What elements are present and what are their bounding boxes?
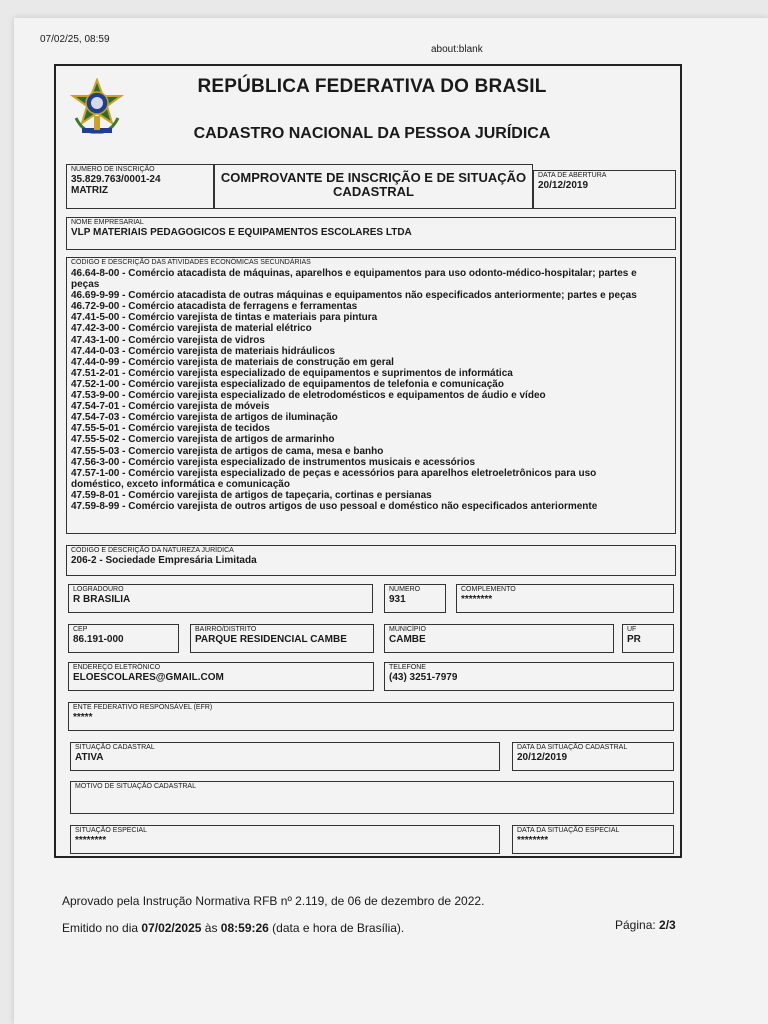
situacao-especial-label: SITUAÇÃO ESPECIAL [75,827,147,834]
uf-label: UF [627,626,637,633]
numero-label: NÚMERO [389,586,421,593]
inscricao-box [66,164,214,209]
atividade-item: doméstico, exceto informática e comunicação [71,478,290,490]
atividade-item: 47.54-7-01 - Comércio varejista de móveis [71,401,270,413]
atividade-item: 47.44-0-03 - Comércio varejista de materiais hidráulicos [71,345,336,357]
abertura-box [533,170,676,209]
bairro-box [190,624,374,653]
atividade-item: 47.44-0-99 - Comércio varejista de materiais de construção em geral [71,356,394,368]
atividade-item: 47.59-8-01 - Comércio varejista de artigos de tapeçaria, cortinas e persianas [71,489,432,501]
logradouro-value: R BRASILIA [73,594,131,605]
complemento-value: ******** [461,594,493,605]
complemento-label: COMPLEMENTO [461,586,516,593]
atividade-item: 47.52-1-00 - Comércio varejista especializado de equipamentos de telefonia e comunicação [71,378,504,390]
atividade-item: 47.59-8-99 - Comércio varejista de outros artigos de uso pessoal e doméstico não especificados anteriormente [71,500,598,512]
efr-label: ENTE FEDERATIVO RESPONSÁVEL (EFR) [73,704,213,711]
nome-empresarial-value: VLP MATERIAIS PEDAGOGICOS E EQUIPAMENTOS ESCOLARES LTDA [71,227,412,238]
document-subtitle: CADASTRO NACIONAL DA PESSOA JURÍDICA [193,125,551,142]
email-box [68,662,374,691]
atividade-item: 47.55-5-02 - Comercio varejista de artigos de armarinho [71,434,335,446]
atividade-item: 47.54-7-03 - Comércio varejista de artigos de iluminação [71,412,338,424]
atividade-item: 46.69-9-99 - Comércio atacadista de outras máquinas e equipamentos não especificados anteriormente; partes e peças [71,290,637,302]
motivo-label: MOTIVO DE SITUAÇÃO CADASTRAL [75,783,196,790]
situacao-value: ATIVA [75,752,104,763]
email-value: ELOESCOLARES@GMAIL.COM [73,672,224,683]
data-situacao-label: DATA DA SITUAÇÃO CADASTRAL [517,744,628,751]
municipio-label: MUNICÍPIO [389,626,426,633]
numero-box [384,584,446,613]
situacao-label: SITUAÇÃO CADASTRAL [75,744,155,751]
uf-box [622,624,674,653]
atividades-box [66,257,676,534]
atividade-item: 47.42-3-00 - Comércio varejista de material elétrico [71,323,312,335]
approval-text: Aprovado pela Instrução Normativa RFB nº 2.119, de 06 de dezembro de 2022. [62,894,485,908]
comprovante-box [214,164,533,209]
comprovante-title-line1: COMPROVANTE DE INSCRIÇÃO E DE SITUAÇÃO [220,170,527,185]
emitted-date: 07/02/2025 [141,921,202,935]
atividades-list [67,267,675,512]
page-label: Página: [615,918,660,932]
cep-box [68,624,179,653]
comprovante-title [215,165,532,199]
atividade-item: 47.41-5-00 - Comércio varejista de tintas e materiais para pintura [71,312,378,324]
cep-value: 86.191-000 [73,634,124,645]
logradouro-label: LOGRADOURO [73,586,124,593]
complemento-box [456,584,674,613]
situacao-box [70,742,500,771]
municipio-value: CAMBE [389,634,426,645]
inscricao-type: MATRIZ [71,185,109,196]
abertura-value: 20/12/2019 [538,180,589,191]
emitted-mid: às [201,921,221,935]
nome-empresarial-label: NOME EMPRESARIAL [71,219,144,226]
atividade-item: peças [71,279,100,291]
email-label: ENDEREÇO ELETRÔNICO [73,664,161,671]
data-situacao-especial-value: ******** [517,835,549,846]
data-situacao-especial-box [512,825,674,854]
bairro-label: BAIRRO/DISTRITO [195,626,257,633]
natureza-box [66,545,676,576]
cep-label: CEP [73,626,88,633]
municipio-box [384,624,614,653]
numero-value: 931 [389,594,406,605]
page-number [615,918,676,932]
atividade-item: 47.51-2-01 - Comércio varejista especializado de equipamentos e suprimentos de informática [71,367,513,379]
data-situacao-especial-label: DATA DA SITUAÇÃO ESPECIAL [517,827,620,834]
coat-of-arms-icon [70,78,124,138]
comprovante-title-line2: CADASTRAL [333,184,414,199]
emitted-prefix: Emitido no dia [62,921,142,935]
atividades-label: CÓDIGO E DESCRIÇÃO DAS ATIVIDADES ECONÔMICAS SECUNDÁRIAS [71,259,311,266]
natureza-value: 206-2 - Sociedade Empresária Limitada [71,555,257,566]
emitted-text [62,921,404,935]
atividade-item: 47.57-1-00 - Comércio varejista especializado de peças e acessórios para aparelhos eletroeletrônicos para uso [71,467,597,479]
natureza-label: CÓDIGO E DESCRIÇÃO DA NATUREZA JURÍDICA [71,547,234,554]
situacao-especial-box [70,825,500,854]
data-situacao-box [512,742,674,771]
atividade-item: 47.55-5-03 - Comercio varejista de artigos de cama, mesa e banho [71,445,384,457]
motivo-box [70,781,674,814]
page-value: 2/3 [659,918,676,932]
atividade-item: 46.64-8-00 - Comércio atacadista de máquinas, aparelhos e equipamentos para uso odonto-médico-hospitalar; partes e [71,268,637,279]
uf-value: PR [627,634,641,645]
atividade-item: 46.72-9-00 - Comércio atacadista de ferragens e ferramentas [71,301,358,313]
emitted-time: 08:59:26 [220,921,269,935]
atividade-item: 47.53-9-00 - Comércio varejista especializado de eletrodomésticos e equipamentos de áudio e vídeo [71,390,546,402]
efr-box [68,702,674,731]
nome-empresarial-box [66,217,676,250]
atividade-item: 47.56-3-00 - Comércio varejista especializado de instrumentos musicais e acessórios [71,456,476,468]
atividade-item: 47.55-5-01 - Comércio varejista de tecidos [71,423,270,435]
inscricao-number: 35.829.763/0001-24 [71,174,161,185]
logradouro-box [68,584,373,613]
emitted-suffix: (data e hora de Brasília). [268,921,405,935]
telefone-box [384,662,674,691]
data-situacao-value: 20/12/2019 [517,752,568,763]
telefone-value: (43) 3251-7979 [389,672,458,683]
document-title: REPÚBLICA FEDERATIVA DO BRASIL [197,76,547,97]
situacao-especial-value: ******** [75,835,107,846]
atividade-item: 47.43-1-00 - Comércio varejista de vidros [71,334,265,346]
telefone-label: TELEFONE [389,664,426,671]
print-url: about:blank [431,44,483,55]
bairro-value: PARQUE RESIDENCIAL CAMBE [195,634,347,645]
abertura-label: DATA DE ABERTURA [538,172,607,179]
print-timestamp: 07/02/25, 08:59 [40,34,110,45]
inscricao-label: NÚMERO DE INSCRIÇÃO [71,166,155,173]
efr-value: ***** [73,712,93,723]
